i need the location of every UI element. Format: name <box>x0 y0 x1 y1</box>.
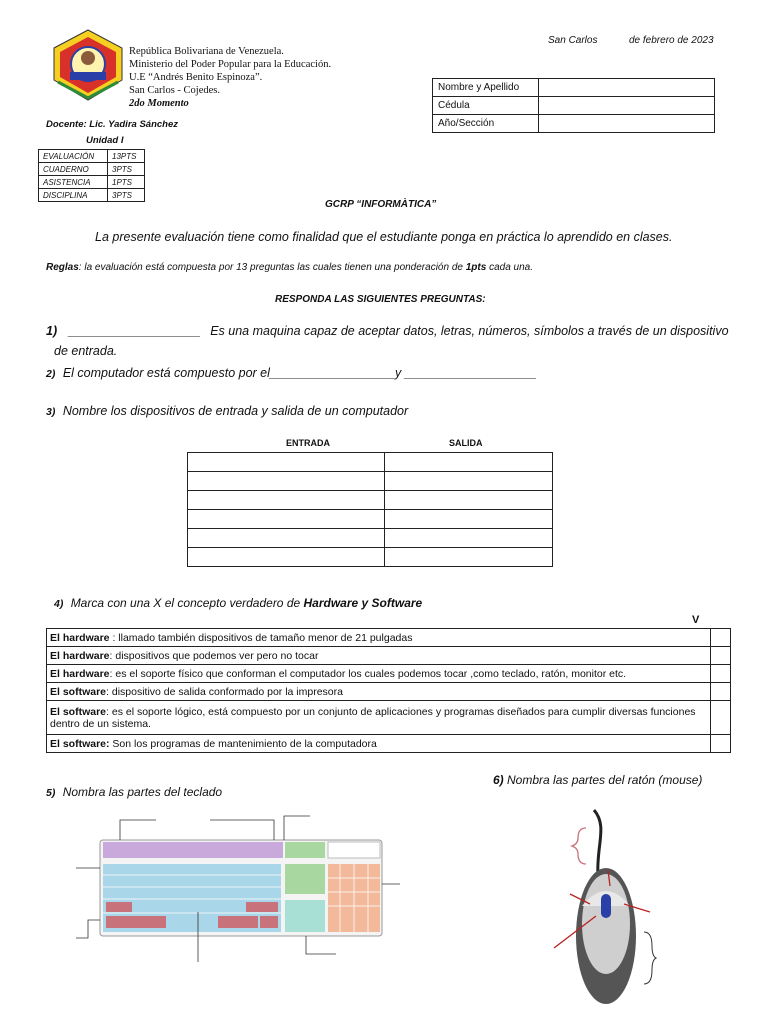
id-field[interactable] <box>539 97 715 115</box>
statement-text: : dispositivo de salida conformado por la impresora <box>106 685 343 698</box>
true-checkbox[interactable] <box>711 665 731 683</box>
section-heading: RESPONDA LAS SIGUIENTES PREGUNTAS: <box>275 294 486 305</box>
grade-label: ASISTENCIA <box>39 176 108 189</box>
statement-text: : llamado también dispositivos de tamaño menor de 21 pulgadas <box>109 631 413 644</box>
field-label: Nombre y Apellido <box>433 79 539 97</box>
statement <box>47 665 711 683</box>
statement-term: El software: <box>50 737 110 750</box>
hardware-software-table <box>46 628 731 753</box>
statement-term: El software <box>50 705 107 718</box>
grade-label: DISCIPLINA <box>39 189 108 202</box>
question-number: 4) <box>54 598 64 610</box>
answer-blank[interactable]: ___________________ <box>68 324 201 338</box>
institution-line: San Carlos - Cojedes. <box>129 85 220 96</box>
institution-line: República Bolivariana de Venezuela. <box>129 46 284 57</box>
io-header-salida: SALIDA <box>449 438 483 448</box>
statement <box>47 701 711 735</box>
grade-points: 3PTS <box>108 163 145 176</box>
question-number: 6) <box>493 773 504 787</box>
question-2 <box>46 366 537 380</box>
rules-label: Reglas <box>46 262 79 273</box>
question-number: 5) <box>46 787 56 799</box>
salida-cell[interactable] <box>385 453 553 472</box>
salida-cell[interactable] <box>385 491 553 510</box>
statement-text: : dispositivos que podemos ver pero no tocar <box>109 649 319 662</box>
institution-block <box>129 45 331 110</box>
grade-label: EVALUACIÓN <box>39 150 108 163</box>
student-info-table <box>432 78 715 133</box>
place: San Carlos <box>548 35 598 46</box>
true-checkbox[interactable] <box>711 629 731 647</box>
school-logo <box>50 28 126 102</box>
io-header-entrada: ENTRADA <box>286 438 330 448</box>
statement-text: : es el soporte físico que conforman el computador los cuales podemos tocar ,como teclado, ratón, monitor etc. <box>109 667 627 680</box>
salida-cell[interactable] <box>385 510 553 529</box>
true-checkbox[interactable] <box>711 683 731 701</box>
statement <box>47 735 711 753</box>
statement <box>47 629 711 647</box>
statement <box>47 647 711 665</box>
institution-line: Ministerio del Poder Popular para la Educación. <box>129 59 332 70</box>
salida-cell[interactable] <box>385 529 553 548</box>
rules <box>46 262 533 273</box>
mouse-illustration <box>548 806 666 1010</box>
question-text: Marca con una X el concepto verdadero de <box>70 596 304 610</box>
field-label: Cédula <box>433 97 539 115</box>
grading-table <box>38 149 145 202</box>
docente: Docente: Lic. Yadira Sánchez <box>46 119 178 130</box>
question-text: Es una maquina capaz de aceptar datos, letras, números, símbolos a través de un dispositivo <box>210 324 729 338</box>
statement-term: El hardware <box>50 667 110 680</box>
rules-text-end: cada una. <box>486 262 534 273</box>
statement-text: Son los programas de mantenimiento de la computadora <box>109 737 377 750</box>
statement-term: El hardware <box>50 631 110 644</box>
grade-points: 1PTS <box>108 176 145 189</box>
question-number: 2) <box>46 368 56 380</box>
salida-cell[interactable] <box>385 548 553 567</box>
question-6 <box>493 773 702 787</box>
grade-label: CUADERNO <box>39 163 108 176</box>
io-table <box>187 452 553 567</box>
institution-line: U.E “Andrés Benito Espinoza”. <box>129 72 263 83</box>
year-section-field[interactable] <box>539 115 715 133</box>
question-text: Nombre los dispositivos de entrada y salida de un computador <box>62 404 409 418</box>
date: de febrero de 2023 <box>629 35 714 46</box>
entrada-cell[interactable] <box>188 472 385 491</box>
question-1-cont: de entrada. <box>54 344 118 358</box>
entrada-cell[interactable] <box>188 453 385 472</box>
true-checkbox[interactable] <box>711 701 731 735</box>
salida-cell[interactable] <box>385 472 553 491</box>
question-bold: Hardware y Software <box>303 596 423 610</box>
v-header: V <box>692 614 700 626</box>
unidad: Unidad I <box>86 135 124 146</box>
question-3 <box>46 404 408 418</box>
name-field[interactable] <box>539 79 715 97</box>
keyboard-illustration <box>70 812 410 972</box>
statement <box>47 683 711 701</box>
question-4 <box>54 596 422 610</box>
question-text: Nombra las partes del ratón (mouse) <box>507 773 703 787</box>
entrada-cell[interactable] <box>188 491 385 510</box>
question-1 <box>46 324 729 338</box>
statement-term: El hardware <box>50 649 110 662</box>
question-number: 3) <box>46 406 56 418</box>
field-label: Año/Sección <box>433 115 539 133</box>
rules-text: : la evaluación está compuesta por 13 preguntas las cuales tienen una ponderación de <box>78 262 466 273</box>
entrada-cell[interactable] <box>188 510 385 529</box>
grade-points: 3PTS <box>108 189 145 202</box>
page-title: GCRP “INFORMÀTICA” <box>325 199 437 210</box>
statement-text: : es el soporte lógico, está compuesto por un conjunto de aplicaciones y programas diseñados para cumplir diversas funciones dentro de un sistema. <box>50 705 696 730</box>
true-checkbox[interactable] <box>711 735 731 753</box>
momento: 2do Momento <box>129 98 189 109</box>
question-text: El computador está compuesto por el__________________y ___________________ <box>62 366 537 380</box>
entrada-cell[interactable] <box>188 529 385 548</box>
question-number: 1) <box>46 324 58 338</box>
question-5 <box>46 785 222 799</box>
grade-points: 13PTS <box>108 150 145 163</box>
true-checkbox[interactable] <box>711 647 731 665</box>
statement-term: El software <box>50 685 107 698</box>
rules-points: 1pts <box>465 262 487 273</box>
intro: La presente evaluación tiene como finalidad que el estudiante ponga en práctica lo aprendido en clases. <box>95 230 673 244</box>
entrada-cell[interactable] <box>188 548 385 567</box>
question-text: Nombra las partes del teclado <box>62 785 223 799</box>
